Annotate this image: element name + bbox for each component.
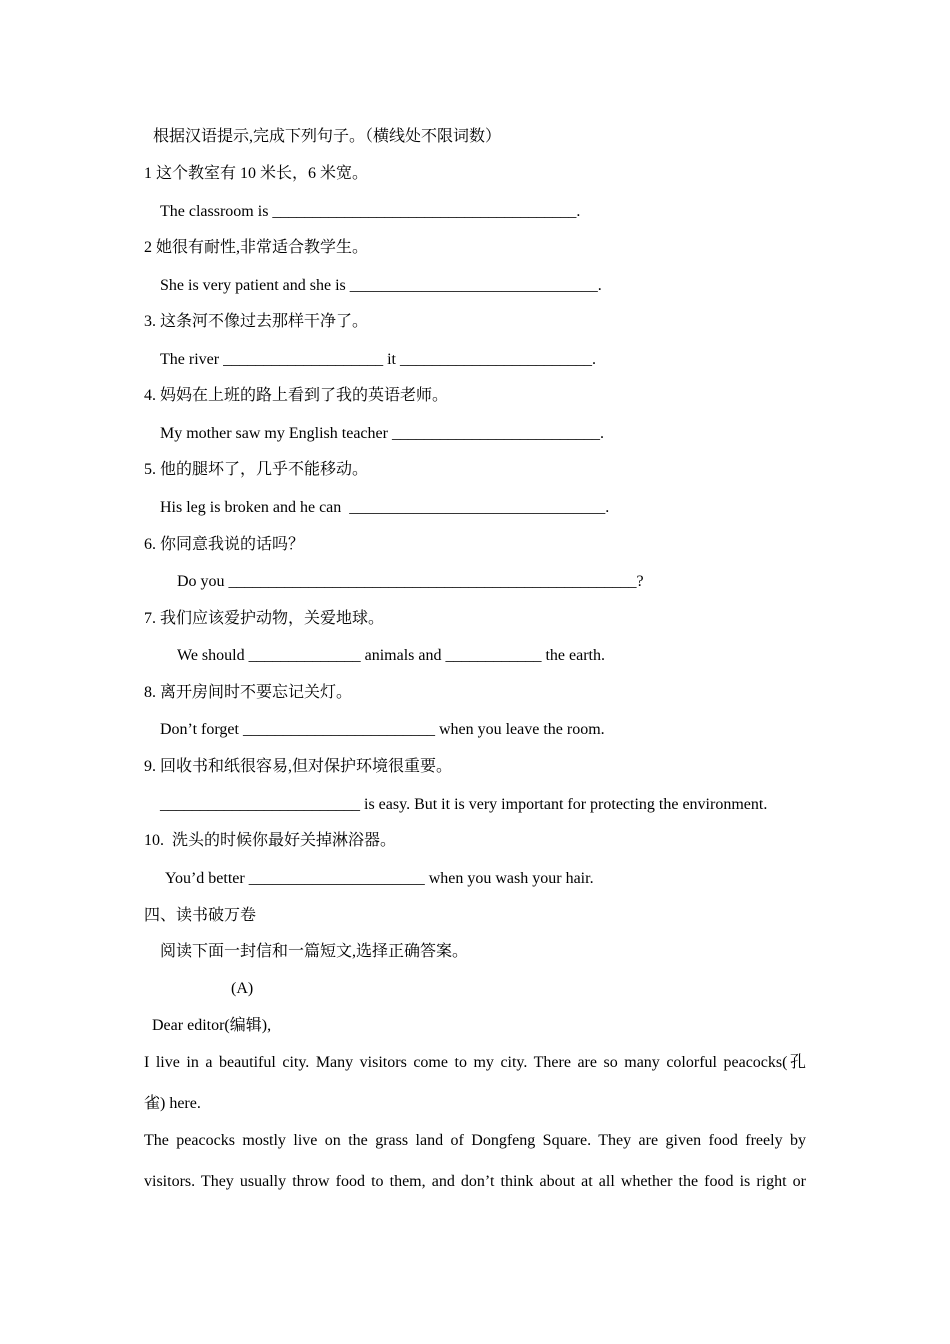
letter-salutation: Dear editor(编辑), [152,1017,272,1034]
item-7-chinese: 7. 我们应该爱护动物，关爱地球。 [144,610,385,627]
item-5-chinese: 5. 他的腿坏了，几乎不能移动。 [144,461,369,478]
item-8-english: Don’t forget ________________________ when you leave the room. [160,721,605,738]
item-3-chinese: 3. 这条河不像过去那样干净了。 [144,313,369,330]
item-10-english: You’d better ______________________ when you wash your hair. [165,870,594,887]
item-6-english: Do you ___________________________________________________? [177,573,644,590]
item-8-chinese: 8. 离开房间时不要忘记关灯。 [144,684,353,701]
item-10-chinese: 10. 洗头的时候你最好关掉淋浴器。 [144,832,397,849]
paragraph-1-line-2: 雀) here. [144,1095,201,1112]
item-9-chinese: 9. 回收书和纸很容易,但对保护环境很重要。 [144,758,453,775]
item-5-english: His leg is broken and he can ________________________________. [160,499,610,516]
paragraph-2-line-1: The peacocks mostly live on the grass land of Dongfeng Square. They are given food freely by [144,1132,806,1149]
item-2-chinese: 2 她很有耐性,非常适合教学生。 [144,239,369,256]
instructions: 根据汉语提示,完成下列句子。（横线处不限词数） [153,128,502,145]
section-heading: 四、读书破万卷 [144,907,257,924]
passage-label: (A) [231,980,254,997]
item-1-english: The classroom is ______________________________________. [160,203,581,220]
item-4-english: My mother saw my English teacher __________________________. [160,425,604,442]
item-4-chinese: 4. 妈妈在上班的路上看到了我的英语老师。 [144,387,449,404]
item-1-chinese: 1 这个教室有 10 米长，6 米宽。 [144,165,369,182]
item-3-english: The river ____________________ it ________________________. [160,351,596,368]
paragraph-2-line-2: visitors. They usually throw food to them, and don’t think about at all whether the food is right or [144,1173,806,1190]
paragraph-1-line-1: I live in a beautiful city. Many visitors come to my city. There are so many colorful peacocks(孔 [144,1054,806,1071]
item-2-english: She is very patient and she is _______________________________. [160,277,602,294]
item-7-english: We should ______________ animals and ____________ the earth. [177,647,605,664]
reading-instructions: 阅读下面一封信和一篇短文,选择正确答案。 [160,943,469,960]
item-6-chinese: 6. 你同意我说的话吗？ [144,536,305,553]
item-9-english: _________________________ is easy. But it is very important for protecting the environment. [160,796,768,813]
